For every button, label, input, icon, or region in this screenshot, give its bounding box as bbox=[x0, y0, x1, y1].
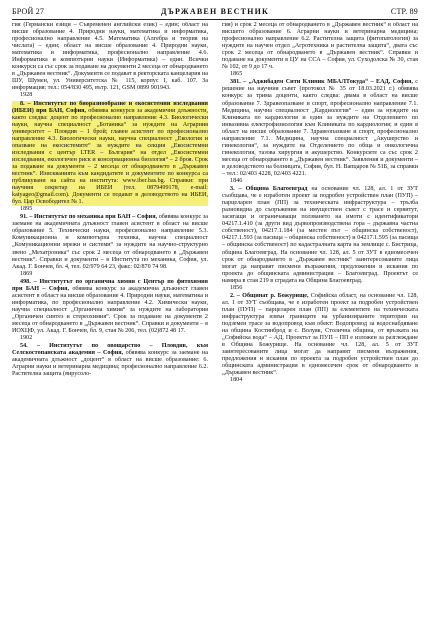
notice-heading: 8. – Институтът по биоразнообразие и екосистемни изследвания (ИБЕИ) при БАН, София, bbox=[12, 100, 208, 114]
header-rule bbox=[12, 19, 418, 20]
highlighted-notice bbox=[12, 101, 208, 207]
notice bbox=[222, 79, 418, 178]
notice bbox=[12, 343, 208, 378]
notice-number: 1856 bbox=[230, 284, 243, 291]
notice-body: обявява конкурс за заемане на академичната длъжност „доцент“ в област на висше образование: 6. Аграрни науки и ветеринарна медицина; професионално направление 6.2. Растителна защита (вирусоло- bbox=[12, 350, 208, 378]
notice-body: на основание чл. 128, ал. 1 от ЗУТ съобщава, че е изработен проект за подробен устройствен план (ПУП) – парцеларен план (ПП) за техническата инфраструктура – трълба разновидна до съоръжения на имуществен съвет с трасе и сервитут, засягащи и ограничаващи ползването на имоти с идентификатори 04217.1.410 (за други вид дървопроизводствена гора – държавна частна собственост), 04217.1.184 (за местен път – общинска собственост), 04217.1.593 (за пасища – общинска собственост) и 04217.1.595 (за пасища – общинска собственост) по кадастралната карта на землище с. Бистрица, община Благоевград. На основание чл. 128, ал. 5 от ЗУТ в едномесечен срок от обнародването в „Държавен вестник“ заинтересованите лица могат да направят писмени възражения, предложения и искания по проекта до общинската администрация – Благоевград. Проектът се намира в стая 219 в сградата на Община Благоевград. bbox=[222, 186, 418, 284]
notice-body: обявява конкурси за академични длъжности, както следва: доцент по професионално направление 4.3. Биологически науки, научна специалност „Ботаника“ за нуждите на Аграрния университет – Пловдив – 1 брой; главен асистент по професионално направление 4.3. Биологически науки, научна специалност „Екология и опазване на екосистемите“ за нуждите на секция „Екосистемни изследвания с център LTER – България“ на отдел „Екосистемни изследвания, екологичен риск и консервационна биология“ – 2 броя. Срок за подаване на документи – 2 месеца от обнародването в „Държавен вестник“. Изискванията към кандидатите и документите по конкурса са публикувани на сайта на института: www.iber.bas.bg. Справки: при научния секретар на ИБЕИ (тел. 0879499178, e-mail: katyageo@gmail.com). Документи се подават в деловодството на ИБЕИ, бул. Цар Освободител № 1. bbox=[12, 107, 208, 206]
notice-number: 1865 bbox=[230, 71, 243, 78]
notice bbox=[222, 186, 418, 285]
right-column bbox=[222, 22, 418, 634]
issue-number: БРОЙ 27 bbox=[12, 7, 45, 16]
notice-number: 1846 bbox=[230, 178, 243, 185]
notice-heading: 498. – Институтът по органична химия с Център по фитохимия при БАН – София, bbox=[12, 278, 208, 292]
notice-heading: 54. – Институтът по овощарство – Пловдив, към Селскостопанската академия – София, bbox=[12, 343, 208, 357]
notice-heading: 91. – Институтът по механика при БАН – София, bbox=[20, 214, 158, 221]
notice-number: 1902 bbox=[20, 335, 33, 342]
page-header bbox=[12, 6, 418, 18]
notice-continuation: гия (Германски езици – Съвременен английски език) – един; област на висше образование 4. Природни науки, математика и информатика, професионално направление 4.5. Математика (Алгебра и теория на числата) – един; област на висше образование 4. Природни науки, математика и информатика, професионално направление 4.6. Информатика и компютърни науки (Информатика) – един. Всички конкурси са със срок за подаване на документи 2 месеца от обнародването в „Държавен вестник“. Документи се подават в ректорската канцелария на ШУ, Шумен, ул. Университетска № 115, корпус I, каб. 107. За информация: тел.: 054/830 495, вътр. 121, GSM 0899 901943. bbox=[12, 22, 208, 92]
notice-number: 1804 bbox=[230, 377, 243, 384]
notice bbox=[12, 214, 208, 270]
newspaper-title: ДЪРЖАВЕН ВЕСТНИК bbox=[160, 7, 270, 16]
notice-body: обявява конкурс за заемане на академичната длъжност главен асистент в област на висше образование 5. Технически науки, професионално направление 5.3. Комуникационна и компютърна техника, научна специалност „Комуникационни мрежи и системи“ за нуждите на научно-структурно звено „Мехатроника“ със срок 2 месеца от обнародването в „Държавен вестник“. Справки и документи – в Института по механика, София, ул. Акад. Г. Бончев, бл. 4, тел. 02/979 64 23, факс: 02/870 74 98. bbox=[12, 214, 208, 270]
notice-heading: 3. – Община Благоевград bbox=[230, 186, 308, 193]
notice-continuation: гия) и срок 2 месеца от обнародването в „Държавен вестник“ в област на висшето образование 6. Аграрни науки и ветеринарна медицина; професионално направление 6.2. Растителна защита (фитопатология) за нуждите на научен отдел „Агротехника и растителна защита“, двата със срок 2 месеца от обнародването в „Държавен вестник“. Справки и подаване на документи в ЦУ на ССА – София, ул. Суходолска № 30, стая № 102, от 9 до 17 ч. bbox=[222, 22, 418, 71]
notice-number: 1869 bbox=[20, 270, 33, 277]
notice-heading: 381. – „Аджибадем Сити Клиник МБАЛТокуда“ – ЕАД, София, bbox=[230, 79, 413, 86]
notice-body: Софийска област, на основание чл. 128, ал. 1 от ЗУТ съобщава, че е изработен проект за подробен устройствен план (ПУП) – парцеларен план (ПП) за елементите на техническата инфраструктура извън границите на урбанизираните територии на подземен трасе за водопровод към обект: Водопровод за водоснабдяване на община Костинброд и с. Волуяк, Столична община, от връзката на „Софийска вода“ – АД. Проектът за ПУП – ПП е изложен за разглеждане в Община Божурище. На основание чл. 128, ал. 5 от ЗУТ заинтересованите лица могат да направят писмени възражения, предложения и искания по проекта за подробен устройствен план до общинската администрация в едномесечен срок от обнародването в „Държавен вестник“. bbox=[222, 292, 418, 377]
notice-heading: 2. – Общинат р. Божурище, bbox=[230, 292, 309, 299]
notice-number: 1895 bbox=[20, 206, 33, 213]
left-column bbox=[12, 22, 208, 634]
notice-body: обявява конкурс за академична длъжност главен асистент в област на висше образование 4. Природни науки, математика и информатика, по професионално направление 4.2. Химически науки, научна специалност „Органична химия“ за нуждите на лаборатория „Органичен синтез и стереохимия“. Срок за подаване на документи 2 месеца от обнародването в „Държавен вестник“. Справки и документи – в ИОХЦФ, ул. Акад. Г. Бончев, бл. 9, стая № 206, тел. (02)872 48 17. bbox=[12, 285, 208, 335]
notice bbox=[222, 293, 418, 378]
page-number: СТР. 89 bbox=[390, 7, 418, 16]
notice bbox=[12, 279, 208, 335]
notice-number: 1928 bbox=[20, 92, 33, 99]
notice-body: с решение на научния съвет (протокол № 35 от 18.03.2021 г.) обявява конкурс за трима доценти, както следва: двама в област на висше образование 7. Здравеопазване и спорт, професионално направление 7.1. Медицина, научна специалност „Кардиология“ – един за нуждите на Клиниката по кардиология и един за нуждите на Отделението по инвазивна електрофизиология към Клиниката по кардиология; и един в област на висше образование 7. Здравеопазване и спорт, професионално направление 7.1. Медицина, научна специалност „Акушерство и гинекология“, за нуждите на Отделението по обща и онкологична гинекология, тазова хирургия и акушерство. Конкурсите са със срок 2 месеца от обнародването в „Държавен вестник“. Заявления и документи – в деловодството на болницата, София, бул. Н. Вапцаров № 51Б, за справки – тел.: 02/403 4228, 02/403 4221. bbox=[222, 79, 418, 177]
